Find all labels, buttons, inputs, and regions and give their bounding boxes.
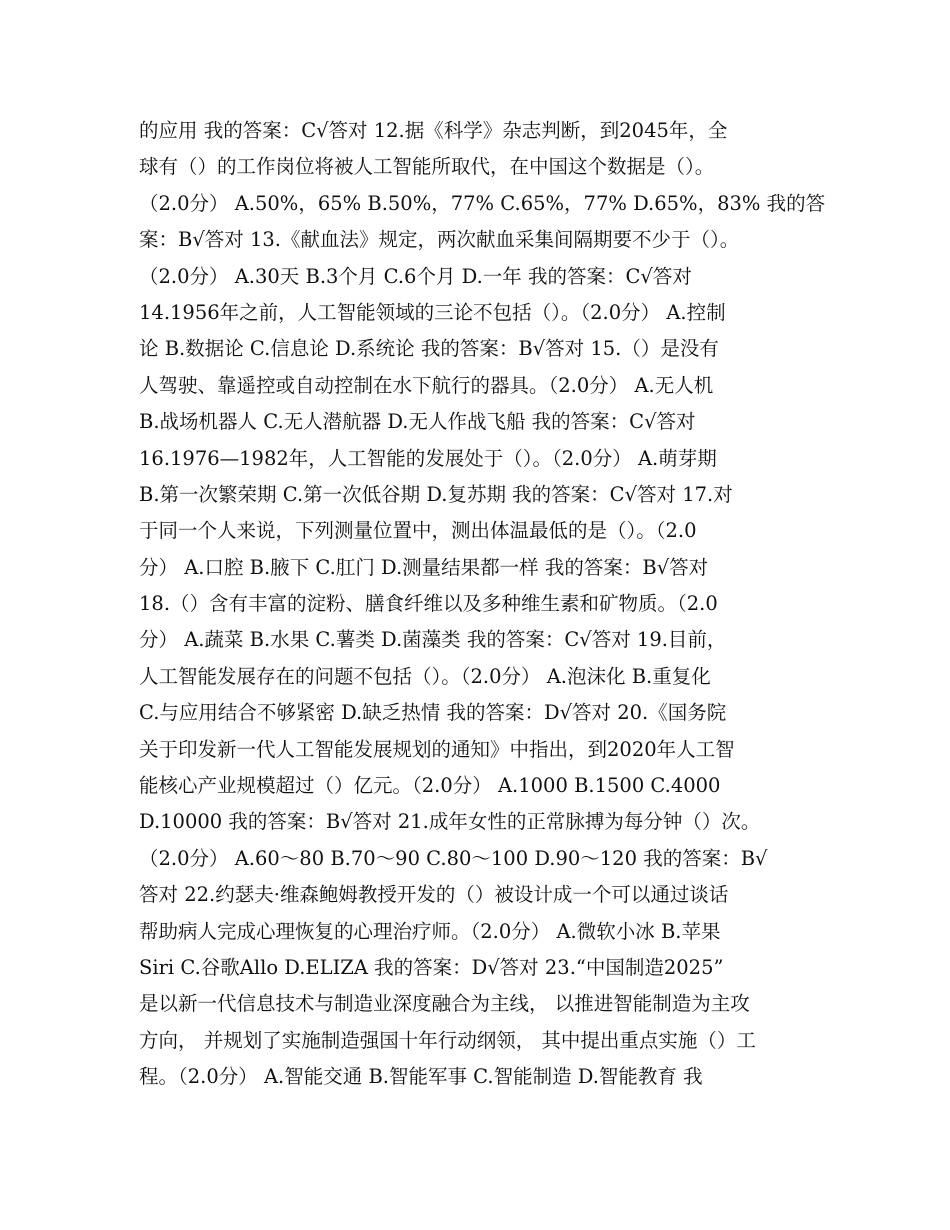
text-line: 分） A.口腔 B.腋下 C.肛门 D.测量结果都一样 我的答案：B√答对 [139,555,709,579]
text-line: 程。（2.0分） A.智能交通 B.智能军事 C.智能制造 D.智能教育 我 [139,1065,703,1089]
text-line: 是以新一代信息技术与制造业深度融合为主线， 以推进智能制造为主攻 [139,992,750,1016]
body-text [139,113,826,1096]
text-line: （2.0分） A.50%，65% B.50%，77% C.65%，77% D.65%，83% 我的答 [139,191,826,215]
text-line: 分） A.蔬菜 B.水果 C.薯类 D.菌藻类 我的答案：C√答对 19.目前， [139,628,727,652]
text-line: 关于印发新一代人工智能发展规划的通知》中指出，到2020年人工智 [139,737,735,761]
text-line: 人工智能发展存在的问题不包括（）。（2.0分） A.泡沫化 B.重复化 [139,664,711,688]
text-line: 人驾驶、靠遥控或自动控制在水下航行的器具。（2.0分） A.无人机 [139,373,714,397]
text-line: 14.1956年之前，人工智能领域的三论不包括（）。（2.0分） A.控制 [139,300,726,324]
text-line: Siri C.谷歌Allo D.ELIZA 我的答案：D√答对 23.“中国制造2025” [139,955,724,979]
text-line: C.与应用结合不够紧密 D.缺乏热情 我的答案：D√答对 20.《国务院 [139,701,727,725]
text-line: 能核心产业规模超过（）亿元。（2.0分） A.1000 B.1500 C.4000 [139,774,721,798]
text-line: （2.0分） A.60～80 B.70～90 C.80～100 D.90～120 我的答案：B√ [139,846,768,870]
text-line: 案：B√答对 13.《献血法》规定，两次献血采集间隔期要不少于（）。 [139,228,740,252]
text-line: B.战场机器人 C.无人潜航器 D.无人作战飞船 我的答案：C√答对 [139,410,696,434]
text-line: B.第一次繁荣期 C.第一次低谷期 D.复苏期 我的答案：C√答对 17.对 [139,482,733,506]
text-line: 论 B.数据论 C.信息论 D.系统论 我的答案：B√答对 15.（）是没有 [139,337,719,361]
text-line: 方向， 并规划了实施制造强国十年行动纲领， 其中提出重点实施（）工 [139,1028,756,1052]
text-line: 答对 22.约瑟夫·维森鲍姆教授开发的（）被设计成一个可以通过谈话 [139,883,729,907]
text-line: 16.1976—1982年，人工智能的发展处于（）。（2.0分） A.萌芽期 [139,446,717,470]
text-line: 于同一个人来说，下列测量位置中，测出体温最低的是（）。（2.0 [139,519,697,543]
text-line: 帮助病人完成心理恢复的心理治疗师。（2.0分） A.微软小冰 B.苹果 [139,919,721,943]
text-line: （2.0分） A.30天 B.3个月 C.6个月 D.一年 我的答案：C√答对 [139,264,692,288]
text-line: 的应用 我的答案：C√答对 12.据《科学》杂志判断，到2045年，全 [139,119,728,142]
text-line: 18.（）含有丰富的淀粉、膳食纤维以及多种维生素和矿物质。（2.0 [139,592,718,616]
text-line: D.10000 我的答案：B√答对 21.成年女性的正常脉搏为每分钟（）次。 [139,810,761,834]
text-line: 球有（）的工作岗位将被人工智能所取代，在中国这个数据是（）。 [139,155,715,179]
